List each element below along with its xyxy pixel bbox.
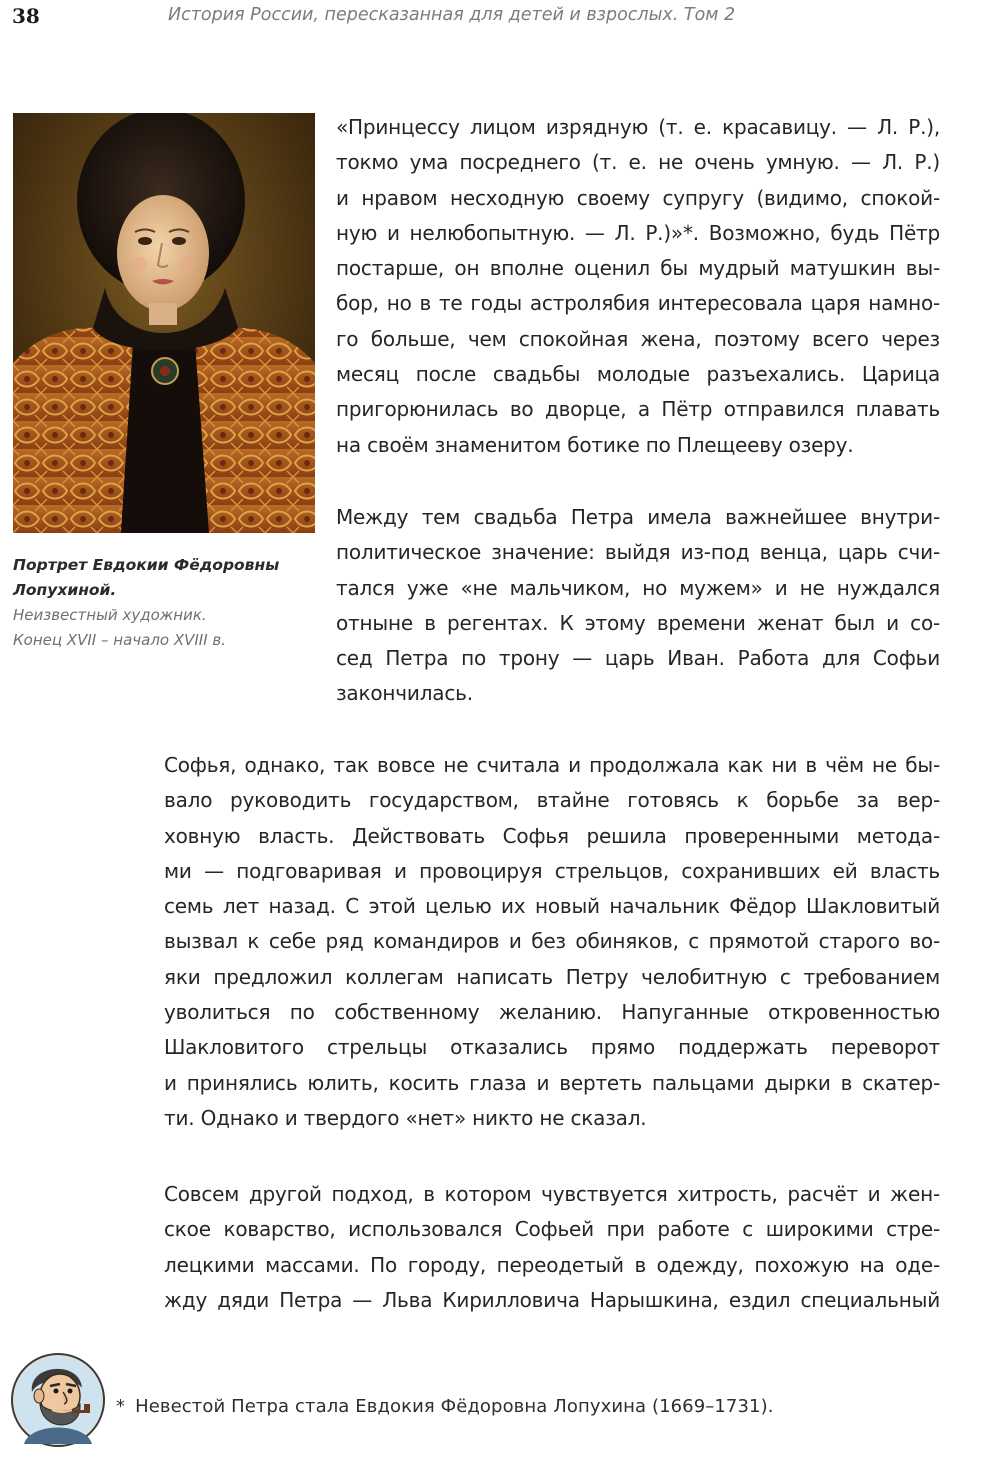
text-line: уволиться по собственному желанию. Напуганные откровенностью xyxy=(164,1000,940,1025)
page-number: 38 xyxy=(12,4,40,28)
text-line: вызвал к себе ряд командиров и без обиняков, с прямотой старого во- xyxy=(164,929,940,954)
text-line: и нравом несходную своему супругу (видимо, спокой- xyxy=(336,185,940,210)
text-line: ми — подговаривая и провоцируя стрельцов, сохранивших ей власть xyxy=(164,858,940,883)
paragraph-4 xyxy=(164,1177,940,1318)
paragraph-3 xyxy=(164,748,940,1136)
text-line: жду дяди Петра — Льва Кирилловича Нарышкина, ездил специальный xyxy=(164,1287,940,1312)
text-line: ское коварство, использовался Софьей при работе с широкими стре- xyxy=(164,1217,940,1242)
paragraph-1 xyxy=(336,110,940,463)
bearded-scholar-mascot-icon xyxy=(10,1352,106,1448)
caption-title-line: Лопухиной. xyxy=(13,581,117,599)
footnote xyxy=(116,1396,774,1417)
text-line: ховную власть. Действовать Софья решила проверенными метода- xyxy=(164,823,940,848)
caption-subtitle xyxy=(13,603,313,653)
text-line: лецкими массами. По городу, переодетый в одежду, похожую на оде- xyxy=(164,1252,940,1277)
text-line: и принялись юлить, косить глаза и вертеть пальцами дырки в скатер- xyxy=(164,1070,940,1095)
text-line: закончилась. xyxy=(336,681,473,706)
text-line: ти. Однако и твердого «нет» никто не сказал. xyxy=(164,1105,647,1130)
figure-caption xyxy=(13,553,313,653)
text-line: го больше, чем спокойная жена, поэтому всего через xyxy=(336,326,940,351)
text-line: ную и нелюбопытную. — Л. Р.)»*. Возможно, будь Пётр xyxy=(336,220,940,245)
text-line: тался уже «не мальчиком, но мужем» и не нуждался xyxy=(336,575,940,600)
text-line: токмо ума посреднего (т. е. не очень умную. — Л. Р.) xyxy=(336,150,940,175)
caption-title xyxy=(13,553,313,603)
text-line: бор, но в те годы астролябия интересовала царя намно- xyxy=(336,291,940,316)
text-line: постарше, он вполне оценил бы мудрый матушкин вы- xyxy=(336,256,940,281)
caption-title-line: Портрет Евдокии Фёдоровны xyxy=(13,556,280,574)
text-line: сед Петра по трону — царь Иван. Работа для Софьи xyxy=(336,646,940,671)
text-line: Софья, однако, так вовсе не считала и продолжала как ни в чём не бы- xyxy=(164,753,940,777)
text-line: на своём знаменитом ботике по Плещееву озеру. xyxy=(336,432,854,457)
portrait-painting-icon xyxy=(13,113,315,533)
text-line: месяц после свадьбы молодые разъехались. Царица xyxy=(336,362,940,387)
text-line: семь лет назад. С этой целью их новый начальник Фёдор Шакловитый xyxy=(164,894,940,919)
text-line: вало руководить государством, втайне готовясь к борьбе за вер- xyxy=(164,788,940,813)
text-line: политическое значение: выйдя из-под венца, царь счи- xyxy=(336,540,940,565)
text-line: пригорюнилась во дворце, а Пётр отправился плавать xyxy=(336,397,940,422)
text-line: Шакловитого стрельцы отказались прямо поддержать переворот xyxy=(164,1035,940,1060)
text-line: Совсем другой подход, в котором чувствуется хитрость, расчёт и жен- xyxy=(164,1182,940,1206)
footnote-text: Невестой Петра стала Евдокия Фёдоровна Лопухина (1669–1731). xyxy=(135,1396,774,1417)
portrait-image xyxy=(13,113,315,533)
text-line: Между тем свадьба Петра имела важнейшее внутри- xyxy=(336,505,940,529)
text-line: отныне в регентах. К этому времени женат был и со- xyxy=(336,610,940,635)
paragraph-2 xyxy=(336,500,940,712)
footnote-marker: * xyxy=(116,1396,126,1417)
mascot-image xyxy=(10,1352,106,1448)
text-line: «Принцессу лицом изрядную (т. е. красавицу. — Л. Р.), xyxy=(336,115,940,139)
running-header: История России, пересказанная для детей и взрослых. Том 2 xyxy=(168,5,736,25)
caption-sub-line: Конец XVII – начало XVIII в. xyxy=(13,631,227,649)
text-line: яки предложил коллегам написать Петру челобитную с требованием xyxy=(164,964,940,989)
caption-sub-line: Неизвестный художник. xyxy=(13,606,207,624)
